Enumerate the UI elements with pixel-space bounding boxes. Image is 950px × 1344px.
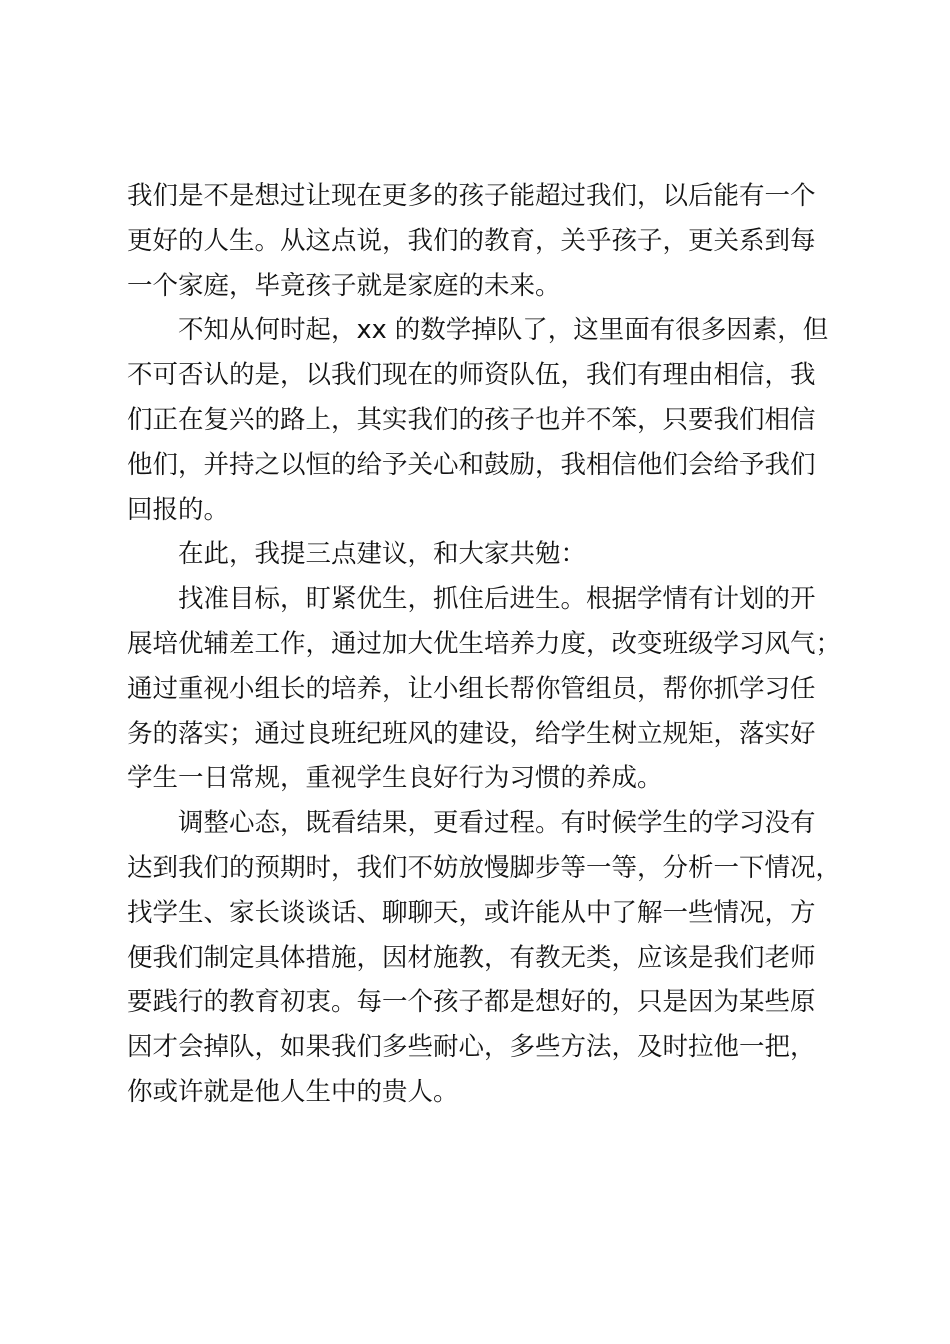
text-line: 学生一日常规，重视学生良好行为习惯的养成。: [127, 763, 663, 794]
text-line: 找准目标，盯紧优生，抓住后进生。根据学情有计划的开: [178, 584, 816, 615]
text-line: 们正在复兴的路上，其实我们的孩子也并不笨，只要我们相信: [127, 404, 816, 435]
text-line: 一个家庭，毕竟孩子就是家庭的未来。: [127, 270, 561, 301]
paragraph-4: [127, 577, 867, 801]
text-line: 务的落实；通过良班纪班风的建设，给学生树立规矩，落实好: [127, 718, 816, 749]
paragraph-5: [127, 801, 867, 1115]
text-line: 因才会掉队，如果我们多些耐心，多些方法，及时拉他一把，: [127, 1032, 816, 1063]
text-line: 回报的。: [127, 494, 230, 525]
text-line: 不可否认的是，以我们现在的师资队伍，我们有理由相信，我: [127, 360, 816, 391]
paragraph-2: [127, 308, 867, 532]
paragraph-3: [127, 532, 867, 577]
text-line: 找学生、家长谈谈话、聊聊天，或许能从中了解一些情况，方: [127, 897, 816, 928]
text-line: 达到我们的预期时，我们不妨放慢脚步等一等，分析一下情况，: [127, 852, 842, 883]
paragraph-1: [127, 174, 867, 308]
text-line: 在此，我提三点建议，和大家共勉：: [178, 539, 587, 570]
text-line: 要践行的教育初衷。每一个孩子都是想好的，只是因为某些原: [127, 987, 816, 1018]
text-line: 他们，并持之以恒的给予关心和鼓励，我相信他们会给予我们: [127, 449, 816, 480]
text-line: 展培优辅差工作，通过加大优生培养力度，改变班级学习风气；: [127, 628, 842, 659]
text-line: 不知从何时起，xx 的数学掉队了，这里面有很多因素，但: [178, 315, 829, 346]
text-line: 便我们制定具体措施，因材施教，有教无类，应该是我们老师: [127, 942, 816, 973]
document-body: [127, 174, 867, 1115]
text-line: 我们是不是想过让现在更多的孩子能超过我们，以后能有一个: [127, 181, 816, 211]
text-line: 你或许就是他人生中的贵人。: [127, 1076, 459, 1107]
text-line: 调整心态，既看结果，更看过程。有时候学生的学习没有: [178, 808, 816, 839]
text-line: 更好的人生。从这点说，我们的教育，关乎孩子，更关系到每: [127, 225, 816, 256]
text-line: 通过重视小组长的培养，让小组长帮你管组员，帮你抓学习任: [127, 673, 816, 704]
